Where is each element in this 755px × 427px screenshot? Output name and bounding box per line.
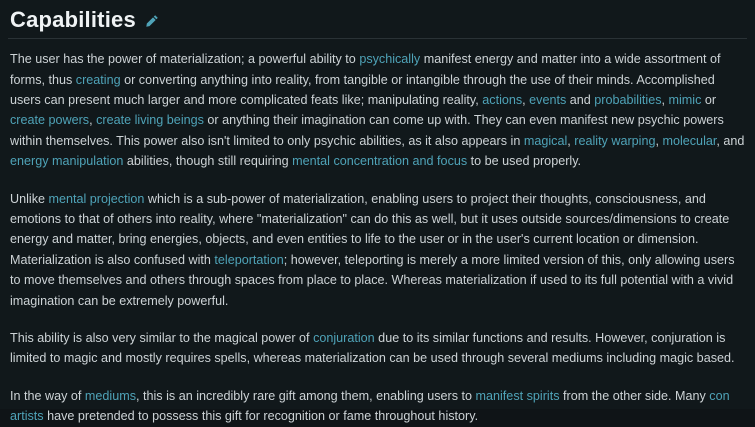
paragraph-text: In the way of [10,388,85,403]
wiki-link[interactable]: actions [482,93,523,108]
wiki-link[interactable]: energy manipulation [10,154,124,169]
pencil-icon[interactable] [145,14,159,28]
paragraph-text: or [701,93,717,108]
paragraph-text: This ability is also very similar to the magical power of [10,330,314,345]
paragraph-text: or anything their imagination can come up with. They can even manifest new psychic powers within themselves. This power also isn't limited to only psychic abilities, as it also appears in [10,113,724,148]
paragraph-text: which is a sub-power of materialization, enabling users to project their thoughts, consciousness, and emotions to that of others into reality, where "materialization" can do this as well, but it uses outside sources/dimensions to create energy and matter, bring energies, objects, and even entities to life to the user or in the user's current location or dimension. Materialization is also confused with [10,191,730,267]
wiki-link[interactable]: reality warping [574,133,656,148]
paragraph [10,189,745,311]
wiki-link[interactable]: mental projection [48,191,145,206]
wiki-link[interactable]: mental concentration and focus [292,154,468,169]
paragraph-text: or converting anything into reality, from tangible or intangible through the use of their minds. Accomplished users can present much larger and more complicated feats like; manipulating reality, [10,72,715,108]
paragraph-text: have pretended to possess this gift for recognition or fame throughout history. [43,409,479,424]
paragraph-text: manifest energy and matter into a wide assortment of forms, thus [10,52,721,87]
paragraph-text: from the other side. Many [559,388,710,403]
paragraph [10,328,745,369]
article-body [8,39,747,426]
paragraph [10,49,745,171]
paragraph-text: The user has the power of materialization; a powerful ability to [10,52,360,67]
paragraph [10,386,745,427]
wiki-link[interactable]: teleportation [214,252,284,267]
wiki-link[interactable]: conjuration [313,330,375,345]
wiki-link[interactable]: creating [75,72,121,87]
wiki-link[interactable]: magical [523,133,568,148]
wiki-link[interactable]: mediums [84,388,136,403]
paragraph-text: ; however, teleporting is merely a more limited version of this, only allowing users to move themselves and others through spaces from place to place. Whereas materialization if used to its full potential with a vivid imagination can be extremely powerful. [10,252,735,308]
paragraph-text: , [567,133,575,148]
wiki-link[interactable]: events [529,93,567,108]
wiki-link[interactable]: manifest spirits [475,388,560,403]
section-header [8,0,747,39]
paragraph-text: abilities, though still requiring [123,154,293,169]
paragraph-text: , [655,133,663,148]
paragraph-text: , [522,93,530,108]
paragraph-text: due to its similar functions and results. However, conjuration is limited to magic and mostly requires spells, whereas materialization can be used through several mediums including magic based. [10,330,735,366]
paragraph-text: , this is an incredibly rare gift among them, enabling users to [136,388,476,403]
paragraph-text: , [661,93,669,108]
paragraph-text: to be used properly. [467,154,582,169]
wiki-link[interactable]: con artists [10,388,730,424]
wiki-link[interactable]: molecular [662,133,717,148]
wiki-link[interactable]: probabilities [594,93,662,108]
paragraph-text: , and [716,133,745,148]
wiki-link[interactable]: create living beings [96,113,204,128]
page-title: Capabilities [10,7,136,32]
paragraph-text: and [566,93,595,108]
wiki-link[interactable]: create powers [10,113,90,128]
paragraph-text: , [89,113,97,128]
wiki-link[interactable]: mimic [668,93,702,108]
wiki-link[interactable]: psychically [359,52,421,67]
paragraph-text: Unlike [10,191,49,206]
